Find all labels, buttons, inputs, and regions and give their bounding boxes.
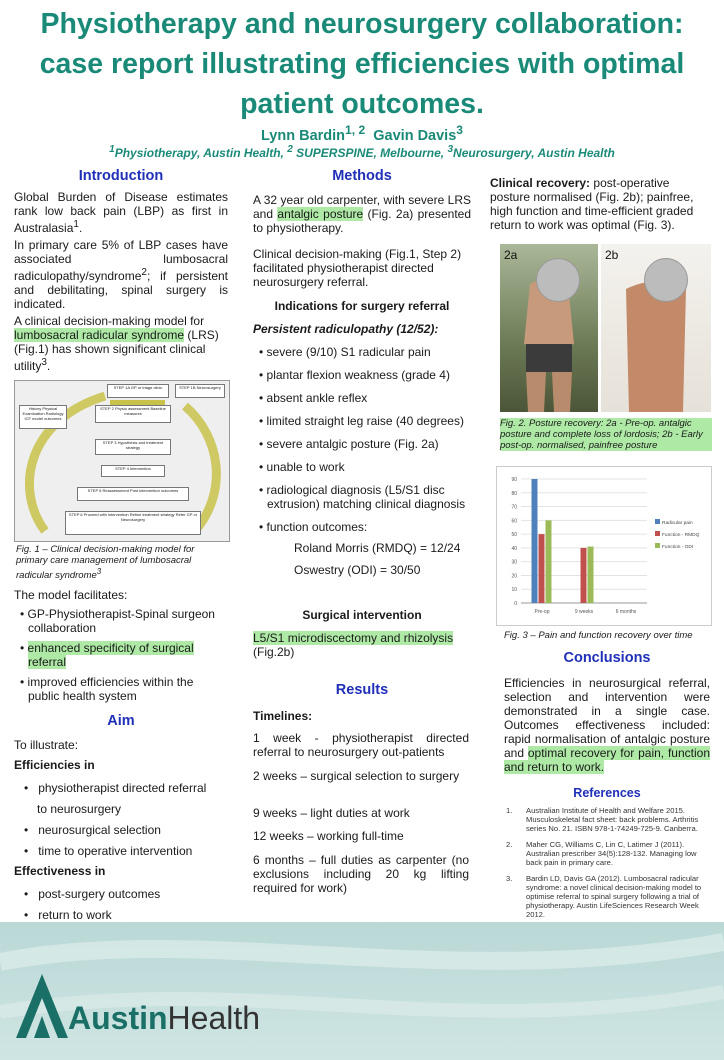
indication-item-text: unable to work <box>266 460 345 474</box>
intro-p3-text-a: A clinical decision-making model for <box>14 314 205 328</box>
fig3-chart-svg <box>497 467 711 625</box>
indication-item-text: function outcomes: <box>266 520 368 534</box>
fig1-caption <box>16 544 226 581</box>
methods-p1-text-a: A 32 year old carpenter, with severe LRS and <box>253 193 471 221</box>
aim-efficiencies-label: Efficiencies in <box>14 758 95 772</box>
poster-title: Physiotherapy and neurosurgery collaboration: case report illustrating efficiencies with optimal patient outcomes. <box>39 8 685 120</box>
surgical-highlight: L5/S1 microdiscectomy and rhizolysis <box>253 631 454 645</box>
author-1: Lynn Bardin <box>260 127 346 144</box>
aim-efficiencies-list <box>24 778 224 862</box>
facilitates-label: The model facilitates: <box>14 588 128 602</box>
footer-waves <box>0 922 724 1060</box>
y-tick-label: 40 <box>511 545 517 552</box>
intro-p1-text: Global Burden of Disease estimates rank low back pain (LBP) as first in Australasia <box>14 190 228 235</box>
surgical-text <box>253 631 473 659</box>
austin-logo-icon <box>12 970 72 1040</box>
fig2-caption: Fig. 2. Posture recovery: 2a - Pre-op. antalgic posture and complete loss of lordosis; 2b - Early post-op. normalised, painfree posture <box>500 418 712 451</box>
affil-sup-3: 3 <box>447 144 454 155</box>
indication-item-text: radiological diagnosis (L5/S1 disc extrusion) matching clinical diagnosis <box>266 483 466 511</box>
indication-item-text: severe antalgic posture (Fig. 2a) <box>266 437 439 451</box>
fig1-box-step1b: STEP 1B Neurosurgery <box>175 384 225 398</box>
indication-item: • plantar flexion weakness (grade 4) <box>259 368 450 382</box>
indication-item-text: absent ankle reflex <box>266 391 368 405</box>
indication-item-text: severe (9/10) S1 radicular pain <box>266 345 431 359</box>
methods-paragraph-2: Clinical decision-making (Fig.1, Step 2) facilitated physiotherapist directed neurosurgery referral. <box>253 247 462 289</box>
affil-sup-2: 2 <box>287 144 293 155</box>
odi-score: Oswestry (ODI) = 30/50 <box>294 563 421 577</box>
photo-2b-label: 2b <box>605 248 619 262</box>
facilitates-item-text: improved efficiencies within the public health system <box>27 675 194 703</box>
x-tick-label: Pre-op <box>534 609 550 615</box>
methods-paragraph-1 <box>253 193 471 235</box>
aim-eff-item: • physiotherapist directed referral <box>24 781 207 795</box>
photo-2a-face-blur <box>536 258 580 302</box>
facilitates-list <box>14 607 228 703</box>
timeline-2: 2 weeks – surgical selection to surgery <box>253 769 460 783</box>
fig3-chart <box>496 466 712 626</box>
intro-p3-text-b: (LRS) (Fig.1) has shown significant clinical utility <box>14 328 219 373</box>
surgical-end: (Fig.2b) <box>253 645 295 659</box>
intro-p2-sup: 2 <box>141 267 147 278</box>
fig3-caption: Fig. 3 – Pain and function recovery over time <box>504 630 693 641</box>
intro-p2-end: ; if persistent and debilitating, spinal surgery is indicated. <box>14 269 228 311</box>
y-tick-label: 30 <box>511 559 517 566</box>
x-tick-label: 6 months <box>615 609 637 615</box>
indication-item: • severe (9/10) S1 radicular pain <box>259 345 431 359</box>
methods-p1-highlight: antalgic posture <box>277 207 364 221</box>
affil-1: Physiotherapy, Austin Health, <box>114 146 288 160</box>
facilitates-item-text: enhanced specificity of surgical referral <box>27 641 194 669</box>
reference-item <box>506 806 712 833</box>
intro-p1-sup: 1 <box>73 219 79 230</box>
author-2-sup: 3 <box>456 123 463 137</box>
indication-item: • function outcomes: <box>259 520 368 534</box>
timelines-label: Timelines: <box>253 709 313 723</box>
indication-item: • severe antalgic posture (Fig. 2a) <box>259 437 439 451</box>
facilitates-item-text: GP-Physiotherapist-Spinal surgeon collaboration <box>27 607 215 635</box>
intro-paragraph-2 <box>14 238 228 311</box>
conclusions-heading: Conclusions <box>563 650 651 666</box>
references-list <box>506 806 712 919</box>
y-tick-label: 0 <box>514 601 517 607</box>
author-1-sup: 1, 2 <box>345 123 366 137</box>
intro-heading: Introduction <box>78 168 164 184</box>
fig1-box-step1a: STEP 1A GP or triage clinic <box>107 384 169 398</box>
results-heading: Results <box>335 682 389 698</box>
fig1-caption-sup: 3 <box>96 567 102 576</box>
aim-eff-item-text: neurosurgical selection <box>38 823 161 837</box>
indication-item: • unable to work <box>259 460 345 474</box>
affil-sup-1: 1 <box>109 144 115 155</box>
facilitates-item: • GP-Physiotherapist-Spinal surgeon collaboration <box>20 607 215 635</box>
fig1-box-step3: STEP 3 Hypothesis and treatment strategy <box>95 439 171 455</box>
reference-number: 1. <box>506 806 513 815</box>
clinical-recovery <box>490 176 710 232</box>
indications-heading: Indications for surgery referral <box>274 299 450 313</box>
persistent-label: Persistent radiculopathy (12/52): <box>253 322 439 336</box>
legend-swatch <box>655 531 660 536</box>
indication-item-text: limited straight leg raise (40 degrees) <box>266 414 464 428</box>
y-tick-label: 20 <box>511 573 517 580</box>
y-tick-label: 70 <box>511 504 517 511</box>
bar-function-rmdq <box>539 534 545 603</box>
indication-item: • radiological diagnosis (L5/S1 disc extrusion) matching clinical diagnosis <box>259 483 466 511</box>
y-tick-label: 60 <box>511 518 517 525</box>
indication-item-text: plantar flexion weakness (grade 4) <box>266 368 450 382</box>
fig1-box-history: History Physical Examination Radiology ICF model outcomes <box>19 405 67 429</box>
aim-eff-item <box>24 799 224 820</box>
reference-text: Australian Institute of Health and Welfare 2015. Musculoskeletal fact sheet: back problems. Arthritis series No. 21. ISBN 978-1-74249-725-9. Canberra. <box>526 806 699 833</box>
footer-band <box>0 922 724 1060</box>
affil-2: SUPERSPINE, Melbourne, <box>292 146 448 160</box>
aim-effv-item: • return to work <box>24 908 112 922</box>
fig1-caption-text: Fig. 1 – Clinical decision-making model for primary care management of lumbosacral radicular syndrome <box>16 544 195 582</box>
clinical-recovery-label: Clinical recovery: <box>490 176 591 190</box>
timeline-1: 1 week - physiotherapist directed referral to neurosurgery out-patients <box>253 731 469 759</box>
intro-p2-text: In primary care 5% of LBP cases have associated lumbosacral radiculopathy/syndrome <box>14 238 228 283</box>
photo-2a <box>500 244 598 412</box>
references-heading: References <box>573 786 641 800</box>
logo-austin: Austin <box>68 1000 168 1036</box>
aim-eff-item: • neurosurgical selection <box>24 823 161 837</box>
aim-eff-item-text: to neurosurgery <box>37 802 122 816</box>
aim-eff-item-text: time to operative intervention <box>38 844 193 858</box>
aim-intro: To illustrate: <box>14 738 79 752</box>
authors <box>0 123 724 144</box>
timeline-5: 6 months – full duties as carpenter (no exclusions including 20 kg lifting required for work) <box>253 853 469 895</box>
clinical-recovery-text: post-operative posture normalised (Fig. 2b); painfree, high function and time-efficient graded return to work was optimal (Fig. 3). <box>490 176 694 232</box>
aim-effv-item-text: post-surgery outcomes <box>38 887 161 901</box>
indication-item: • absent ankle reflex <box>259 391 368 405</box>
reference-item <box>506 874 712 919</box>
bar-radicular-pain <box>532 479 538 603</box>
bar-function-odi <box>588 547 594 603</box>
aim-heading: Aim <box>107 713 135 729</box>
photo-2b <box>601 244 711 412</box>
aim-effectiveness-list <box>24 884 224 926</box>
facilitates-item: • improved efficiencies within the public health system <box>20 675 194 703</box>
legend-swatch <box>655 543 660 548</box>
intro-p3-sup: 3 <box>41 357 47 368</box>
aim-eff-item-text: physiotherapist directed referral <box>38 781 207 795</box>
fig1-box-step5: STEP 5 Reassessment Post intervention outcomes <box>77 487 189 501</box>
methods-p1-text-b: (Fig. 2a) presented to physiotherapy. <box>253 207 472 235</box>
fig1-diagram <box>14 380 230 542</box>
reference-item <box>506 840 712 867</box>
affil-3: Neurosurgery, Austin Health <box>453 146 615 160</box>
logo-health: Health <box>167 1000 261 1036</box>
y-tick-label: 90 <box>511 477 517 483</box>
fig1-box-step6: STEP 6 Proceed with intervention Refine treatment strategy Refer GP or Neurosurgery <box>65 511 201 535</box>
reference-number: 2. <box>506 840 513 849</box>
intro-paragraph-3 <box>14 314 228 373</box>
intro-p3-end: . <box>46 359 51 373</box>
facilitates-item: • enhanced specificity of surgical referral <box>20 641 194 669</box>
surgical-heading: Surgical intervention <box>302 608 422 622</box>
intro-paragraph-1 <box>14 190 228 235</box>
reference-text: Bardin LD, Davis GA (2012). Lumbosacral radicular syndrome: a novel clinical decision-making model to optimise referral to spinal surgery following a trial of physiotherapy. Austin LifeSciences Research Week 2012. <box>526 874 702 919</box>
reference-text: Maher CG, Williams C, Lin C, Latimer J (2011). Australian prescriber 34(5):128-132. Managing low back pain in primary care. <box>526 840 697 867</box>
legend-swatch <box>655 519 660 524</box>
conclusions-text <box>504 676 710 774</box>
bar-function-odi <box>546 520 552 603</box>
photo-2a-label: 2a <box>504 248 518 262</box>
y-tick-label: 80 <box>511 490 517 497</box>
fig1-box-step2: STEP 2 Physio assessment Baseline measures <box>95 405 171 423</box>
indications-list <box>253 345 471 534</box>
legend-label: Function - ODI <box>662 545 694 550</box>
intro-p1-end: . <box>78 221 83 235</box>
legend-label: Radicular pain <box>662 521 693 526</box>
photo-2b-face-blur <box>644 258 688 302</box>
conclusions-text-a: Efficiencies in neurosurgical referral, selection and intervention were demonstrated in a single case. Outcomes effectiveness included: rapid normalisation of antalgic posture and <box>504 676 710 760</box>
conclusions-highlight: optimal recovery for pain, function and return to work. <box>504 746 711 774</box>
x-tick-label: 9 weeks <box>574 609 594 615</box>
timeline-4: 12 weeks – working full-time <box>253 829 404 843</box>
aim-eff-item: • time to operative intervention <box>24 844 193 858</box>
rmdq-score: Roland Morris (RMDQ) = 12/24 <box>294 541 461 555</box>
bar-function-rmdq <box>581 548 587 603</box>
aim-effv-item: • post-surgery outcomes <box>24 887 161 901</box>
methods-heading: Methods <box>332 168 392 184</box>
aim-effectiveness-label: Effectiveness in <box>14 864 106 878</box>
legend-label: Function - RMDQ <box>662 533 700 538</box>
reference-number: 3. <box>506 874 513 883</box>
affiliations <box>0 144 724 160</box>
timeline-3: 9 weeks – light duties at work <box>253 806 410 820</box>
aim-effv-item-text: return to work <box>38 908 112 922</box>
author-2: Gavin Davis <box>373 127 457 144</box>
austin-health-logo <box>68 1000 260 1037</box>
intro-p3-highlight: lumbosacral radicular syndrome <box>14 328 185 342</box>
y-tick-label: 10 <box>511 587 517 594</box>
fig1-box-step4: STEP 4 Intervention <box>101 465 165 477</box>
y-tick-label: 50 <box>511 532 517 539</box>
indication-item: • limited straight leg raise (40 degrees) <box>259 414 464 428</box>
